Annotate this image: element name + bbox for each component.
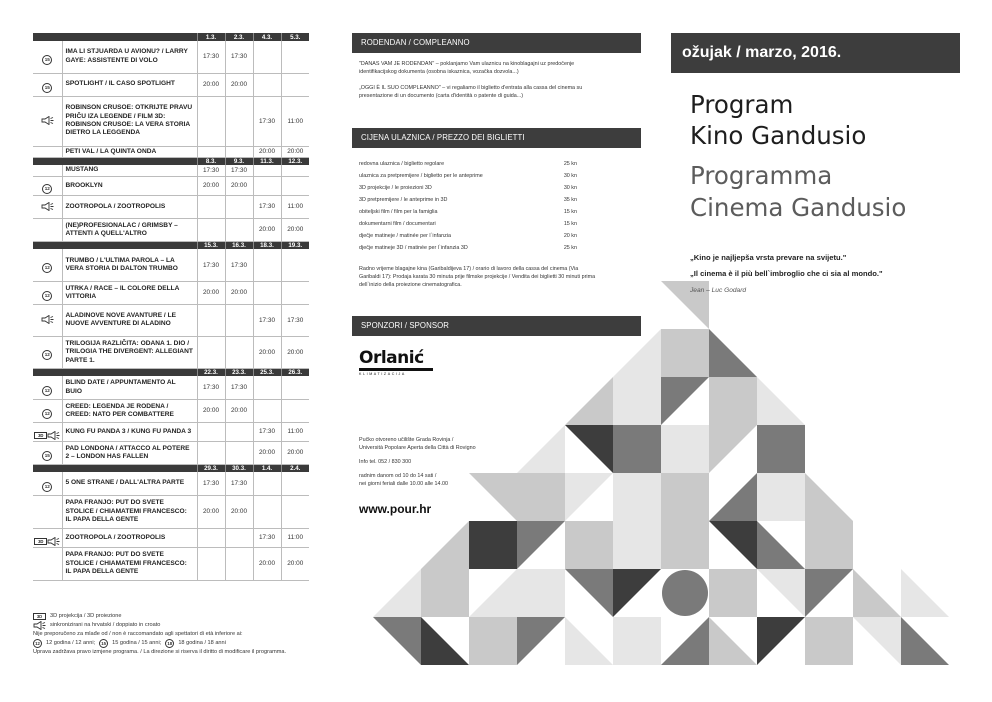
price-value: 15 kn xyxy=(563,209,577,215)
film-title: ZOOTROPOLA / ZOOTROPOLIS xyxy=(62,528,197,547)
age-rating-icon: 12 xyxy=(42,350,52,360)
price-label: 3D projekcije / le proiezioni 3D xyxy=(359,185,432,191)
mosaic-triangle xyxy=(853,617,901,665)
showtime-cell: 20:00 xyxy=(253,547,281,580)
film-title: TRUMBO / L'ULTIMA PAROLA – LA VERA STORIA DI DALTON TRUMBO xyxy=(62,249,197,281)
showtime-cell: 17:30 xyxy=(253,528,281,547)
date-cell: 18.3. xyxy=(253,241,281,249)
price-label: dječje matineje 3D / matinée per l`infanzia 3D xyxy=(359,245,468,251)
film-title: (NE)PROFESIONALAC / GRIMSBY – ATTENTI A QUELL'ALTRO xyxy=(62,218,197,241)
age-rating-icon: 12 xyxy=(42,263,52,273)
birthday-heading: RODENDAN / COMPLEANNO xyxy=(352,33,641,53)
title-hr-line2: Kino Gandusio xyxy=(690,121,867,150)
film-title: TRILOGIJA RAZLIČITA: ODANA 1. DIO / TRILOGIA THE DIVERGENT: ALLEGIANT PARTE 1. xyxy=(62,336,197,368)
mosaic-triangle xyxy=(661,377,709,425)
age-rating-icon: 12 xyxy=(42,386,52,396)
mosaic-square xyxy=(469,521,517,569)
mosaic-triangle xyxy=(709,473,757,521)
sponsor-logo-sub: KLIMATIZACIJA xyxy=(359,372,406,376)
age-rating-icon: 15 xyxy=(42,83,52,93)
film-title: UTRKA / RACE – IL COLORE DELLA VITTORIA xyxy=(62,281,197,304)
quote-author: Jean – Luc Godard xyxy=(690,287,747,294)
film-title: BROOKLYN xyxy=(62,176,197,195)
legend-age-15: 15 godina / 15 anni; xyxy=(112,640,162,646)
price-value: 30 kn xyxy=(563,173,577,179)
mosaic-triangle xyxy=(565,473,613,521)
contact-line-1: Pučko otvoreno učilište Grada Rovinja / xyxy=(359,437,454,443)
3d-icon: 3D xyxy=(34,432,47,439)
film-title: MUSTANG xyxy=(62,165,197,176)
showtime-cell: 20:00 xyxy=(225,176,253,195)
price-value: 30 kn xyxy=(563,185,577,191)
legend-sync: sinkronizirani na hrvatski / doppiato in croato xyxy=(50,622,161,628)
film-title: IMA LI STJUARDA U AVIONU? / LARRY GAYE: ASSISTENTE DI VOLO xyxy=(62,41,197,73)
date-cell: 16.3. xyxy=(225,241,253,249)
showtime-cell: 20:00 xyxy=(197,176,225,195)
mosaic-square xyxy=(661,521,709,569)
date-cell: 12.3. xyxy=(281,157,309,165)
mosaic-square xyxy=(565,521,613,569)
showtime-cell: 17:30 xyxy=(225,472,253,495)
sponsor-heading: SPONZORI / SPONSOR xyxy=(352,316,641,336)
mosaic-square xyxy=(805,617,853,665)
showtime-cell: 20:00 xyxy=(281,146,309,157)
date-cell: 19.3. xyxy=(281,241,309,249)
mosaic-triangle xyxy=(709,329,757,377)
date-cell: 26.3. xyxy=(281,368,309,376)
legend-age-18: 18 godina / 18 anni xyxy=(178,640,226,646)
month-banner: ožujak / marzo, 2016. xyxy=(671,33,960,73)
age-rating-icon: 12 xyxy=(42,184,52,194)
date-cell: 15.3. xyxy=(197,241,225,249)
showtime-cell: 20:00 xyxy=(197,73,225,96)
film-title: SPOTLIGHT / IL CASO SPOTLIGHT xyxy=(62,73,197,96)
showtime-cell: 17:30 xyxy=(197,41,225,73)
film-title: KUNG FU PANDA 3 / KUNG FU PANDA 3 xyxy=(62,422,197,441)
quote-it: „Il cinema è il più bell`imbroglio che ci sia al mondo." xyxy=(690,269,883,278)
mosaic-triangle xyxy=(613,329,661,377)
showtime-cell: 20:00 xyxy=(253,146,281,157)
sponsor-logo-word: Orlanić xyxy=(359,348,424,368)
legend-3d: 3D projekcija / 3D proiezione xyxy=(50,613,122,619)
date-cell: 1.4. xyxy=(253,464,281,472)
mosaic-square xyxy=(421,569,469,617)
showtime-cell: 17:30 xyxy=(197,249,225,281)
film-title: CREED: LEGENDA JE RODENA / CREED: NATO PER COMBATTERE xyxy=(62,399,197,422)
mosaic-square xyxy=(613,473,661,521)
showtime-cell: 20:00 xyxy=(197,281,225,304)
showtime-cell: 17:30 xyxy=(253,195,281,218)
price-label: ulaznica za pretpremijere / biglietto per le anteprime xyxy=(359,173,483,179)
film-title: PAPA FRANJO: PUT DO SVETE STOLICE / CHIAMATEMI FRANCESCO: IL PAPA DELLA GENTE xyxy=(62,495,197,528)
mosaic-triangle xyxy=(565,569,613,617)
mosaic-triangle xyxy=(901,569,949,617)
showtime-cell: 17:30 xyxy=(197,472,225,495)
showtime-cell: 17:30 xyxy=(253,96,281,146)
mosaic-triangle xyxy=(517,521,565,569)
film-title: BLIND DATE / APPUNTAMENTO AL BUIO xyxy=(62,376,197,399)
age-rating-icon: 15 xyxy=(42,451,52,461)
showtime-cell: 17:30 xyxy=(225,41,253,73)
prices-note: Radno vrijeme blagajne kina (Garibaldijeva 17) / orario di lavoro della cassa del cinema (Via Garibaldi 17): Prodaja karata 30 minuta prije filmske projekcije / Vendita dei biglietti 30 minuti prima dell`inizio della proiezione cinematografica. xyxy=(359,266,596,289)
mosaic-square xyxy=(613,425,661,473)
mosaic-square xyxy=(613,377,661,425)
date-cell: 29.3. xyxy=(197,464,225,472)
date-cell: 2.3. xyxy=(225,33,253,41)
film-title: PAD LONDONA / ATTACCO AL POTERE 2 – LONDON HAS FALLEN xyxy=(62,441,197,464)
birthday-text-it: „OGGI È IL SUO COMPLEANNO" – vi regaliamo il biglietto d'entrata alla cassa del cinema su presentazione di un documento (carta d'identità o patente di guida...) xyxy=(359,85,583,100)
mosaic-square xyxy=(661,473,709,521)
price-value: 15 kn xyxy=(563,221,577,227)
date-cell: 8.3. xyxy=(197,157,225,165)
age-rating-icon: 12 xyxy=(42,291,52,301)
film-title: ALADINOVE NOVE AVANTURE / LE NUOVE AVVENTURE DI ALADINO xyxy=(62,304,197,336)
showtime-cell: 20:00 xyxy=(225,495,253,528)
film-title: 5 ONE STRANE / DALL'ALTRA PARTE xyxy=(62,472,197,495)
price-label: dječje matineje / matinée per l`infanzia xyxy=(359,233,451,239)
showtime-cell: 20:00 xyxy=(253,336,281,368)
showtime-cell: 17:30 xyxy=(281,304,309,336)
mosaic-square xyxy=(757,425,805,473)
price-label: dokumentarni film / documentari xyxy=(359,221,436,227)
mosaic-square xyxy=(757,473,805,521)
mosaic-triangle xyxy=(565,617,613,665)
price-label: redovna ulaznica / biglietto regolare xyxy=(359,161,445,167)
mosaic-triangle xyxy=(517,617,565,665)
date-cell: 9.3. xyxy=(225,157,253,165)
showtime-cell: 17:30 xyxy=(253,304,281,336)
mosaic-square xyxy=(805,521,853,569)
age-12-icon: 12 xyxy=(33,639,42,648)
showtime-cell: 20:00 xyxy=(197,495,225,528)
mosaic-triangle xyxy=(901,617,949,665)
contact-line-2: Università Popolare Aperta della Città di Rovigno xyxy=(359,445,476,451)
showtime-cell: 17:30 xyxy=(225,165,253,176)
showtime-cell: 17:30 xyxy=(253,422,281,441)
3d-icon: 3D xyxy=(34,538,47,545)
mosaic-triangle xyxy=(805,473,853,521)
mosaic-triangle xyxy=(469,569,517,617)
legend-age: Nije preporučeno za mlađe od / non è raccomandato agli spettatori di età inferiore ai: xyxy=(33,631,243,637)
showtime-cell: 20:00 xyxy=(253,218,281,241)
age-rating-icon: 12 xyxy=(42,409,52,419)
legend-rights: Uprava zadržava pravo izmjene programa. / La direzione si riserva il diritto di modificare il programma. xyxy=(33,649,287,655)
showtime-cell: 17:30 xyxy=(225,249,253,281)
showtime-cell: 11:00 xyxy=(281,528,309,547)
price-value: 25 kn xyxy=(563,161,577,167)
mosaic-triangle xyxy=(709,617,757,665)
price-label: 3D pretpremijere / le anteprime in 3D xyxy=(359,197,448,203)
mosaic-triangle xyxy=(709,425,757,473)
title-it-line1: Programma xyxy=(690,161,833,190)
showtime-cell: 11:00 xyxy=(281,422,309,441)
mosaic-triangle xyxy=(613,569,661,617)
mosaic-square xyxy=(613,617,661,665)
date-cell: 22.3. xyxy=(197,368,225,376)
legend-age-12: 12 godina / 12 anni; xyxy=(46,640,96,646)
showtime-cell: 11:00 xyxy=(281,96,309,146)
film-title: PETI VAL / LA QUINTA ONDA xyxy=(62,146,197,157)
showtime-cell: 20:00 xyxy=(281,441,309,464)
mosaic-triangle xyxy=(805,569,853,617)
showtime-cell: 20:00 xyxy=(281,218,309,241)
contact-line-5: nei giorni feriali dalle 10.00 alle 14.00 xyxy=(359,481,449,487)
showtime-cell: 20:00 xyxy=(225,73,253,96)
showtime-cell: 17:30 xyxy=(225,376,253,399)
age-15-icon: 15 xyxy=(99,639,108,648)
mosaic-triangle xyxy=(565,425,613,473)
date-cell: 1.3. xyxy=(197,33,225,41)
showtime-cell: 20:00 xyxy=(225,399,253,422)
date-cell: 23.3. xyxy=(225,368,253,376)
mosaic-triangle xyxy=(565,377,613,425)
mosaic-square xyxy=(709,569,757,617)
price-value: 25 kn xyxy=(563,245,577,251)
showtime-cell: 11:00 xyxy=(281,195,309,218)
contact-line-4: radnim danom od 10 do 14 sati / xyxy=(359,473,437,479)
price-label: obiteljski film / film per la famiglia xyxy=(359,209,438,215)
mosaic-square xyxy=(661,425,709,473)
showtime-cell: 20:00 xyxy=(281,336,309,368)
website-link[interactable]: www.pour.hr xyxy=(359,502,432,516)
mosaic-square xyxy=(517,473,565,521)
mosaic-square xyxy=(661,329,709,377)
mosaic-triangle xyxy=(421,617,469,665)
showtime-cell: 17:30 xyxy=(197,376,225,399)
film-title: PAPA FRANJO: PUT DO SVETE STOLICE / CHIAMATEMI FRANCESCO: IL PAPA DELLA GENTE xyxy=(62,547,197,580)
mosaic-triangle xyxy=(373,569,421,617)
mosaic-triangle xyxy=(853,569,901,617)
mosaic-square xyxy=(517,569,565,617)
title-it-line2: Cinema Gandusio xyxy=(690,193,907,222)
prices-heading: CIJENA ULAZNICA / PREZZO DEI BIGLIETTI xyxy=(352,128,641,148)
age-rating-icon: 12 xyxy=(42,482,52,492)
showtime-cell: 17:30 xyxy=(197,165,225,176)
showtime-cell: 20:00 xyxy=(281,547,309,580)
mosaic-triangle xyxy=(709,521,757,569)
date-cell: 11.3. xyxy=(253,157,281,165)
contact-line-3: Info tel. 052 / 830 300 xyxy=(359,459,412,465)
date-cell: 5.3. xyxy=(281,33,309,41)
showtime-cell: 20:00 xyxy=(197,399,225,422)
showtime-cell: 20:00 xyxy=(253,441,281,464)
mosaic-triangle xyxy=(757,521,805,569)
mosaic-triangle xyxy=(661,617,709,665)
age-rating-icon: 15 xyxy=(42,55,52,65)
price-value: 20 kn xyxy=(563,233,577,239)
film-title: ROBINSON CRUSOE: OTKRIJTE PRAVU PRIČU IZA LEGENDE / FILM 3D: ROBINSON CRUSOE: LA VERA STORIA DIETRO LA LEGGENDA xyxy=(62,96,197,146)
date-cell: 2.4. xyxy=(281,464,309,472)
date-cell: 4.3. xyxy=(253,33,281,41)
mosaic-triangle xyxy=(517,425,565,473)
date-cell: 30.3. xyxy=(225,464,253,472)
mosaic-triangle xyxy=(469,473,517,521)
mosaic-triangle xyxy=(757,377,805,425)
date-cell: 25.3. xyxy=(253,368,281,376)
quote-hr: „Kino je najljepša vrsta prevare na svijetu." xyxy=(690,253,847,262)
mosaic-square xyxy=(469,617,517,665)
mosaic-square xyxy=(613,521,661,569)
mosaic-square xyxy=(709,377,757,425)
mosaic-triangle xyxy=(373,617,421,665)
mosaic-triangle xyxy=(757,569,805,617)
mosaic-triangle xyxy=(757,617,805,665)
mosaic-triangle xyxy=(421,521,469,569)
mosaic-circle xyxy=(662,570,708,616)
showtime-cell: 20:00 xyxy=(225,281,253,304)
title-hr-line1: Program xyxy=(690,90,794,119)
film-title: ZOOTROPOLA / ZOOTROPOLIS xyxy=(62,195,197,218)
price-value: 35 kn xyxy=(563,197,577,203)
birthday-text-hr: "DANAS VAM JE RODENDAN" – poklanjamo Vam ulaznicu na kinoblagajni uz predočenje identifikacijskog dokumenta (osobna iskaznica, vozačka dozvola...) xyxy=(359,61,575,76)
3d-icon: 3D xyxy=(33,613,46,620)
age-18-icon: 18 xyxy=(165,639,174,648)
